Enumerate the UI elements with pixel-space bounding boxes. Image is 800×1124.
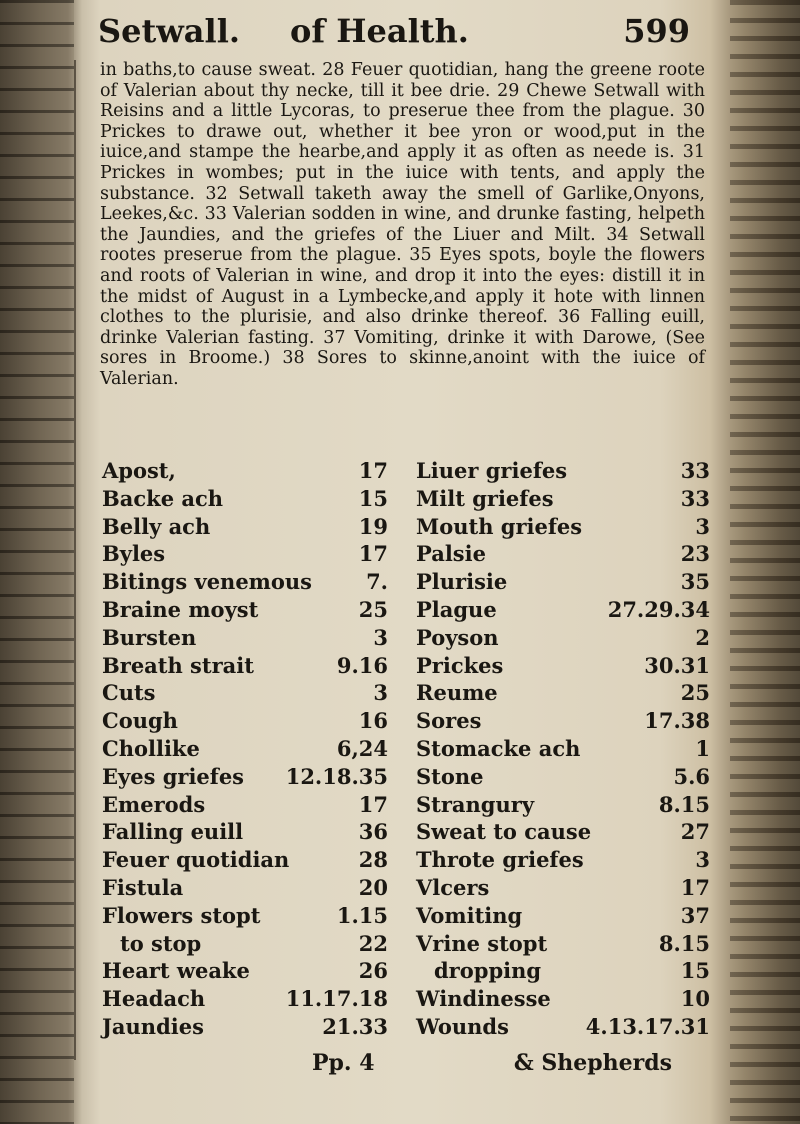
index-term: Cough	[102, 708, 178, 734]
page-footer	[92, 1050, 712, 1084]
index-term: Braine moyst	[102, 596, 259, 622]
index-refs: 8.15	[658, 791, 710, 817]
index-refs: 6,24	[336, 735, 388, 761]
index-refs: 37	[680, 902, 710, 928]
index-refs: 23	[680, 541, 710, 567]
index-refs: 3	[695, 513, 710, 539]
index-refs: 36	[358, 819, 388, 845]
index-term: Sweat to cause	[416, 819, 592, 845]
index-term: Wounds	[416, 1013, 509, 1039]
index-refs: 17.38	[644, 708, 710, 734]
index-term: Emerods	[102, 791, 206, 817]
index-entry	[416, 985, 710, 1013]
index-term: Falling euill	[102, 819, 244, 845]
index-refs: 7.	[366, 569, 388, 595]
index-entry	[416, 540, 710, 568]
index-entry	[416, 902, 710, 930]
index-table	[102, 457, 708, 1057]
index-term: Stomacke ach	[416, 735, 581, 761]
index-refs: 27.29.34	[607, 596, 710, 622]
index-term: Palsie	[416, 541, 486, 567]
index-refs: 15	[680, 958, 710, 984]
index-term: Flowers stopt	[102, 902, 261, 928]
index-refs: 11.17.18	[285, 986, 388, 1012]
index-refs: 28	[358, 847, 388, 873]
index-term: Plurisie	[416, 569, 508, 595]
index-entry	[102, 957, 396, 985]
index-term: Poyson	[416, 624, 499, 650]
index-refs: 15	[358, 485, 388, 511]
body-paragraph: in baths,to cause sweat. 28 Feuer quotidian, hang the greene roote of Valerian about thy necke, till it bee drie. 29 Chewe Setwall with Reisins and a little Lycoras, to preserue thee from the plague. 30 Prickes to drawe out, whether it bee yron or wood,put in the iuice,and stampe the hearbe,and apply it as often as neede is. 31 Prickes in wombes; put in the iuice with tents, and apply the substance. 32 Setwall taketh away the smell of Garlike,Onyons, Leekes,&c. 33 Valerian sodden in wine, and drunke fasting, helpeth the Jaundies, and the griefes of the Liuer and Milt. 34 Setwall rootes preserue from the plague. 35 Eyes spots, boyle the flowers and roots of Valerian in wine, and drop it into the eyes: distill it in the midst of August in a Lymbecke,and apply it hote with linnen clothes to the plurisie, and also drinke thereof. 36 Falling euill, drinke Valerian fasting. 37 Vomiting, drinke it with Darowe, (See sores in Broome.) 38 Sores to skinne,anoint with the iuice of Valerian.	[100, 60, 705, 389]
running-title-right: of Health.	[290, 12, 469, 50]
index-term: Mouth griefes	[416, 513, 583, 539]
index-entry	[416, 457, 710, 485]
index-refs: 3	[373, 624, 388, 650]
signature-mark: Pp. 4	[312, 1050, 375, 1076]
left-page-bleed	[0, 0, 74, 1124]
index-refs: 33	[680, 458, 710, 483]
index-term: Headach	[102, 986, 206, 1012]
index-entry	[102, 624, 396, 652]
index-term: Heart weake	[102, 958, 250, 984]
index-entry	[102, 818, 396, 846]
index-entry	[102, 902, 396, 930]
index-entry	[102, 735, 396, 763]
page-header	[98, 8, 704, 58]
index-refs: 10	[680, 986, 710, 1012]
index-entry	[102, 1013, 396, 1041]
index-refs: 1	[695, 735, 710, 761]
index-refs: 30.31	[644, 652, 710, 678]
index-refs: 12.18.35	[285, 763, 388, 789]
index-entry	[416, 652, 710, 680]
catchword: & Shepherds	[513, 1050, 672, 1076]
index-refs: 17	[358, 791, 388, 817]
index-entry	[416, 485, 710, 513]
index-entry	[416, 596, 710, 624]
index-term: Feuer quotidian	[102, 847, 290, 873]
index-refs: 26	[358, 958, 388, 984]
index-refs: 8.15	[658, 930, 710, 956]
index-entry	[102, 568, 396, 596]
index-refs: 9.16	[336, 652, 388, 678]
index-entry	[102, 457, 396, 485]
index-refs: 21.33	[322, 1013, 388, 1039]
page-number: 599	[623, 12, 690, 50]
index-term: Vlcers	[416, 874, 490, 900]
index-entry	[102, 985, 396, 1013]
index-refs: 20	[358, 874, 388, 900]
index-term: Windinesse	[416, 986, 551, 1012]
index-term: Bursten	[102, 624, 197, 650]
index-refs: 22	[358, 930, 388, 956]
index-term: Belly ach	[102, 513, 211, 539]
index-term: Liuer griefes	[416, 458, 568, 483]
index-term: Cuts	[102, 680, 156, 706]
index-refs: 25	[358, 596, 388, 622]
index-term: dropping	[434, 958, 542, 984]
index-term: Vomiting	[416, 902, 523, 928]
index-term: Eyes griefes	[102, 763, 245, 789]
running-title-left: Setwall.	[98, 12, 240, 50]
index-term: Bitings venemous	[102, 569, 312, 595]
index-refs: 1.15	[336, 902, 388, 928]
index-term: Vrine stopt	[416, 930, 548, 956]
index-entry	[416, 763, 710, 791]
index-term: Jaundies	[102, 1013, 204, 1039]
index-term: Chollike	[102, 735, 200, 761]
index-entry	[102, 596, 396, 624]
index-refs: 3	[695, 847, 710, 873]
index-entry	[102, 874, 396, 902]
index-term: Byles	[102, 541, 166, 567]
index-entry	[416, 624, 710, 652]
index-entry	[416, 1013, 710, 1041]
index-term: Prickes	[416, 652, 504, 678]
index-refs: 35	[680, 569, 710, 595]
index-refs: 4.13.17.31	[585, 1013, 710, 1039]
index-refs: 19	[358, 513, 388, 539]
index-refs: 16	[358, 708, 388, 734]
index-refs: 17	[680, 874, 710, 900]
index-entry	[416, 791, 710, 819]
index-term: Reume	[416, 680, 498, 706]
index-entry	[416, 707, 710, 735]
index-refs: 17	[358, 458, 388, 483]
index-term: Backe ach	[102, 485, 224, 511]
index-refs: 17	[358, 541, 388, 567]
index-term: Stone	[416, 763, 484, 789]
gutter	[74, 60, 76, 1060]
index-term: Sores	[416, 708, 482, 734]
index-entry	[102, 763, 396, 791]
index-refs: 33	[680, 485, 710, 511]
index-refs: 2	[695, 624, 710, 650]
index-entry	[416, 957, 710, 985]
index-entry	[102, 513, 396, 541]
index-entry	[416, 568, 710, 596]
index-term: to stop	[120, 930, 202, 956]
index-term: Throte griefes	[416, 847, 584, 873]
index-entry	[102, 846, 396, 874]
index-refs: 5.6	[673, 763, 710, 789]
index-entry	[102, 791, 396, 819]
index-entry	[416, 735, 710, 763]
index-entry	[416, 513, 710, 541]
index-entry	[416, 874, 710, 902]
index-term: Plague	[416, 596, 497, 622]
index-entry	[416, 679, 710, 707]
index-entry	[102, 930, 396, 958]
index-term: Apost,	[102, 458, 176, 483]
page	[92, 0, 712, 1124]
index-entry	[102, 679, 396, 707]
index-column-left	[102, 457, 396, 1041]
index-refs: 3	[373, 680, 388, 706]
index-term: Milt griefes	[416, 485, 554, 511]
index-entry	[416, 846, 710, 874]
index-entry	[102, 540, 396, 568]
index-entry	[416, 818, 710, 846]
index-refs: 27	[680, 819, 710, 845]
index-term: Fistula	[102, 874, 184, 900]
index-entry	[102, 485, 396, 513]
index-column-right	[416, 457, 710, 1041]
index-term: Strangury	[416, 791, 535, 817]
index-entry	[102, 707, 396, 735]
index-entry	[416, 930, 710, 958]
right-page-bleed	[730, 0, 800, 1124]
index-entry	[102, 652, 396, 680]
index-refs: 25	[680, 680, 710, 706]
index-term: Breath strait	[102, 652, 254, 678]
